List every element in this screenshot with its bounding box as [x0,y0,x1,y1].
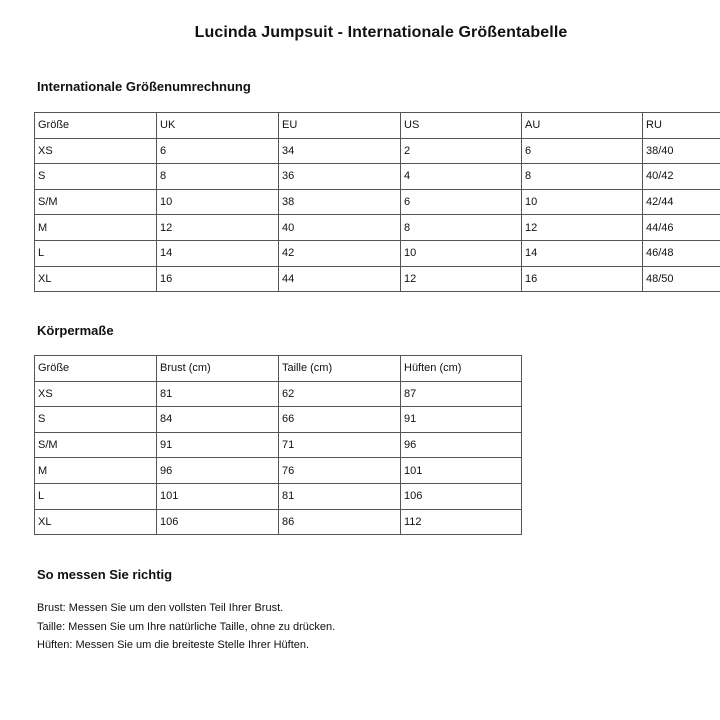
table-cell: 14 [522,240,643,266]
body-measurements-table [34,355,522,535]
table-cell: 12 [401,266,522,292]
header-cell: Größe [35,113,157,139]
table-cell: XL [35,509,157,535]
table-row [35,164,720,190]
measurements-heading: Körpermaße [37,323,114,338]
instruction-chest: Brust: Messen Sie um den vollsten Teil Ihrer Brust. [37,602,284,614]
table-cell: 96 [157,458,279,484]
table-cell: XS [35,138,157,164]
table-cell: M [35,458,157,484]
table-row [35,266,720,292]
table-cell: 40/42 [643,164,720,190]
table-header-row [35,113,720,139]
table-cell: 14 [157,240,279,266]
header-cell: UK [157,113,279,139]
table-cell: 6 [522,138,643,164]
table-row [35,215,720,241]
table-cell: 96 [401,432,522,458]
table-cell: 71 [279,432,401,458]
table-cell: 8 [401,215,522,241]
table-cell: 84 [157,407,279,433]
table-row [35,483,522,509]
table-cell: 112 [401,509,522,535]
table-row [35,432,522,458]
table-cell: 44/46 [643,215,720,241]
table-cell: S [35,407,157,433]
table-cell: 12 [522,215,643,241]
table-cell: 46/48 [643,240,720,266]
table-row [35,407,522,433]
table-cell: 48/50 [643,266,720,292]
table-cell: 76 [279,458,401,484]
table-cell: 81 [279,483,401,509]
table-cell: 106 [401,483,522,509]
table-row [35,189,720,215]
header-cell: AU [522,113,643,139]
table-cell: 91 [157,432,279,458]
table-cell: 8 [157,164,279,190]
table-cell: 87 [401,381,522,407]
table-row [35,381,522,407]
table-cell: 34 [279,138,401,164]
table-row [35,509,522,535]
table-cell: S [35,164,157,190]
table-cell: 6 [157,138,279,164]
table-cell: 36 [279,164,401,190]
table-cell: 10 [401,240,522,266]
table-cell: 6 [401,189,522,215]
table-cell: XL [35,266,157,292]
table-cell: 38 [279,189,401,215]
howto-heading: So messen Sie richtig [37,567,173,582]
table-cell: 38/40 [643,138,720,164]
header-cell: Hüften (cm) [401,356,522,382]
header-cell: Taille (cm) [279,356,401,382]
table-row [35,138,720,164]
table-row [35,240,720,266]
table-cell: 86 [279,509,401,535]
header-cell: Größe [35,356,157,382]
header-cell: RU [643,113,720,139]
table-cell: XS [35,381,157,407]
table-cell: 10 [157,189,279,215]
table-cell: 8 [522,164,643,190]
header-cell: Brust (cm) [157,356,279,382]
table-cell: 101 [401,458,522,484]
table-header-row [35,356,522,382]
table-cell: 91 [401,407,522,433]
table-cell: 81 [157,381,279,407]
table-cell: 40 [279,215,401,241]
table-cell: 16 [157,266,279,292]
table-row [35,458,522,484]
conversion-heading: Internationale Größenumrechnung [37,79,251,94]
table-cell: 106 [157,509,279,535]
table-cell: S/M [35,189,157,215]
table-cell: 66 [279,407,401,433]
table-cell: S/M [35,432,157,458]
table-cell: 101 [157,483,279,509]
instruction-hips: Hüften: Messen Sie um die breiteste Stelle Ihrer Hüften. [37,639,310,651]
table-cell: 2 [401,138,522,164]
instruction-waist: Taille: Messen Sie um Ihre natürliche Taille, ohne zu drücken. [37,621,336,633]
table-cell: 62 [279,381,401,407]
table-cell: 16 [522,266,643,292]
header-cell: EU [279,113,401,139]
page-title: Lucinda Jumpsuit - Internationale Größentabelle [194,24,568,41]
table-cell: 4 [401,164,522,190]
table-cell: 10 [522,189,643,215]
table-cell: M [35,215,157,241]
table-cell: 44 [279,266,401,292]
header-cell: US [401,113,522,139]
table-cell: 12 [157,215,279,241]
size-conversion-table [34,112,720,292]
table-cell: 42 [279,240,401,266]
table-cell: L [35,240,157,266]
table-cell: L [35,483,157,509]
table-cell: 42/44 [643,189,720,215]
